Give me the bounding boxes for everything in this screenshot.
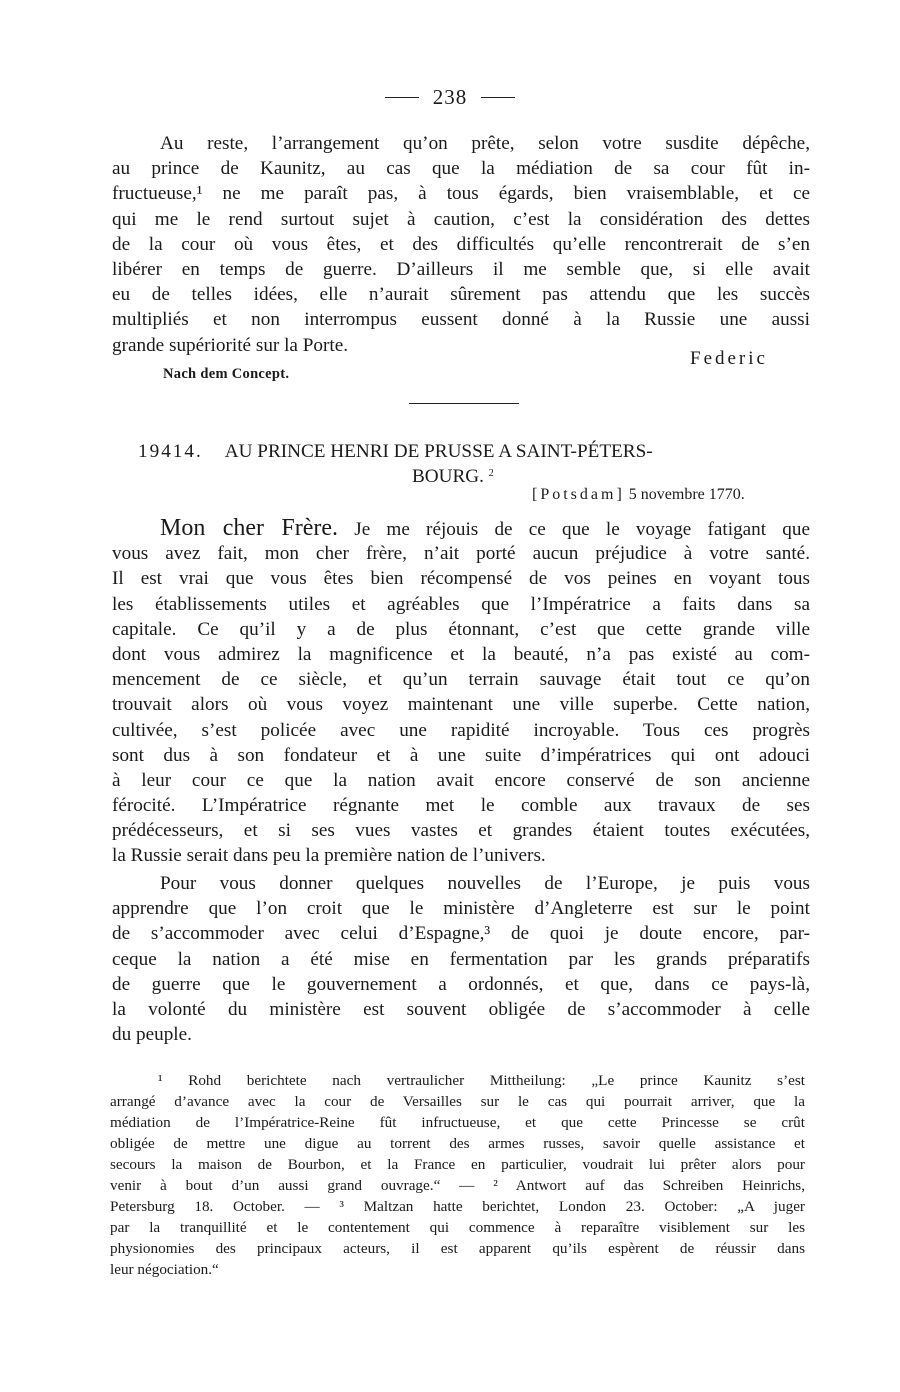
salutation: Mon cher Frère. bbox=[160, 515, 339, 541]
text-line: fructueuse,¹ ne me paraît pas, à tous égards, bien vraisemblable, et ce bbox=[112, 183, 810, 205]
text-line: Au reste, l’arrangement qu’on prête, selon votre susdite dépêche, bbox=[160, 133, 810, 154]
footnote-line: secours la maison de Bourbon, et la France en particulier, voudrait lui prêter alors pour bbox=[110, 1156, 805, 1173]
footnote-ref: 2 bbox=[488, 468, 494, 479]
previous-letter-ending bbox=[112, 131, 810, 358]
letter-number: 19414. bbox=[138, 441, 203, 462]
letter-paragraph-1 bbox=[112, 516, 810, 869]
text-line: cultivée, s’est policée avec une rapidité incroyable. Tous ces progrès bbox=[112, 719, 810, 741]
text-line: capitale. Ce qu’il y a de plus étonnant, c’est que cette grande ville bbox=[112, 618, 810, 640]
text-line: mencement de ce siècle, et qu’un terrain sauvage était tout ce qu’on bbox=[112, 669, 810, 691]
text-line: Mon cher Frère. Je me réjouis de ce que le voyage fatigant que bbox=[160, 515, 810, 541]
signature: Federic bbox=[690, 348, 768, 369]
text-line: grande supériorité sur la Porte. bbox=[112, 334, 349, 356]
heading-line-1: AU PRINCE HENRI DE PRUSSE A SAINT-PÉTERS- bbox=[224, 441, 653, 462]
text-line: de guerre que le gouvernement a ordonnés, et que, dans ce pays-là, bbox=[112, 973, 810, 995]
footnote-line: par la tranquillité et le contentement qui commence à reparaître visiblement sur les bbox=[110, 1219, 805, 1236]
date: 5 novembre 1770. bbox=[628, 486, 745, 503]
text-line: du peuple. bbox=[112, 1024, 192, 1046]
source-note: Nach dem Concept. bbox=[163, 366, 290, 382]
text-line: à leur cour ce que la nation avait encore conservé de son ancienne bbox=[112, 769, 810, 791]
text-line: de la cour où vous êtes, et des difficultés qu’elle rencontrerait de s’en bbox=[112, 233, 810, 255]
text-line: de s’accommoder avec celui d’Espagne,³ de quoi je doute encore, par- bbox=[112, 923, 810, 945]
text-line: sont dus à son fondateur et à une suite d’impératrices qui ont adouci bbox=[112, 744, 810, 766]
text-line: au prince de Kaunitz, au cas que la médiation de sa cour fût in- bbox=[112, 158, 810, 180]
footnote-line: médiation de l’Impératrice-Reine fût infructueuse, et que cette Princesse se crût bbox=[110, 1114, 805, 1131]
footnotes bbox=[110, 1070, 805, 1280]
letter-heading bbox=[138, 439, 808, 489]
date-place: [Potsdam] bbox=[532, 486, 625, 503]
text-line: la Russie serait dans peu la première nation de l’univers. bbox=[112, 845, 546, 867]
text-line: Pour vous donner quelques nouvelles de l’Europe, je puis vous bbox=[160, 873, 810, 894]
text-line: trouvait alors où vous voyez maintenant une ville superbe. Cette nation, bbox=[112, 694, 810, 716]
text-line: multipliés et non interrompus eussent donné à la Russie une aussi bbox=[112, 309, 810, 331]
footnote-line: leur négociation.“ bbox=[110, 1261, 219, 1278]
letter-paragraph-2 bbox=[112, 871, 810, 1047]
footnote-line: arrangé d’avance avec la cour de Versailles sur le cas qui pourrait arriver, que la bbox=[110, 1093, 805, 1110]
text-line: dont vous admirez la magnificence et la beauté, n’a pas existé au com- bbox=[112, 643, 810, 665]
footnote-line: Petersburg 18. October. — ³ Maltzan hatte berichtet, London 23. October: „A juger bbox=[110, 1198, 805, 1215]
heading-line-2: BOURG. bbox=[412, 466, 484, 487]
text-line: la volonté du ministère est souvent obligée de s’accommoder à celle bbox=[112, 998, 810, 1020]
text-line: libérer en temps de guerre. D’ailleurs il me semble que, si elle avait bbox=[112, 258, 810, 280]
header-dash-left bbox=[385, 97, 419, 98]
dateline bbox=[532, 486, 745, 504]
header-dash-right bbox=[481, 97, 515, 98]
page-header bbox=[0, 84, 900, 110]
text-line: les établissements utiles et agréables que l’Impératrice a faits dans sa bbox=[112, 593, 810, 615]
section-divider bbox=[409, 403, 519, 404]
text-line: prédécesseurs, et si ses vues vastes et grandes étaient toutes exécutées, bbox=[112, 820, 810, 842]
text-line: apprendre que l’on croit que le ministère d’Angleterre est sur le point bbox=[112, 898, 810, 920]
text-line: ceque la nation a été mise en fermentation par les grands préparatifs bbox=[112, 948, 810, 970]
text-line: férocité. L’Impératrice régnante met le comble aux travaux de ses bbox=[112, 795, 810, 817]
text-line: vous avez fait, mon cher frère, n’ait porté aucun préjudice à votre santé. bbox=[112, 543, 810, 565]
page-number: 238 bbox=[432, 84, 468, 109]
text-line: Il est vrai que vous êtes bien récompensé de vos peines en voyant tous bbox=[112, 568, 810, 590]
footnote-line: ¹ Rohd berichtete nach vertraulicher Mittheilung: „Le prince Kaunitz s’est bbox=[158, 1072, 805, 1089]
text-line: qui me le rend surtout sujet à caution, c’est la considération des dettes bbox=[112, 208, 810, 230]
footnote-line: physionomies des principaux acteurs, il est apparent qu’ils espèrent de réussir dans bbox=[110, 1240, 805, 1257]
text-line: eu de telles idées, elle n’aurait sûrement pas attendu que les succès bbox=[112, 284, 810, 306]
footnote-line: venir à bout d’un aussi grand ouvrage.“ — ² Antwort auf das Schreiben Heinrichs, bbox=[110, 1177, 805, 1194]
footnote-line: obligée de mettre une digue au torrent des armes russes, savoir quelle assistance et bbox=[110, 1135, 805, 1152]
